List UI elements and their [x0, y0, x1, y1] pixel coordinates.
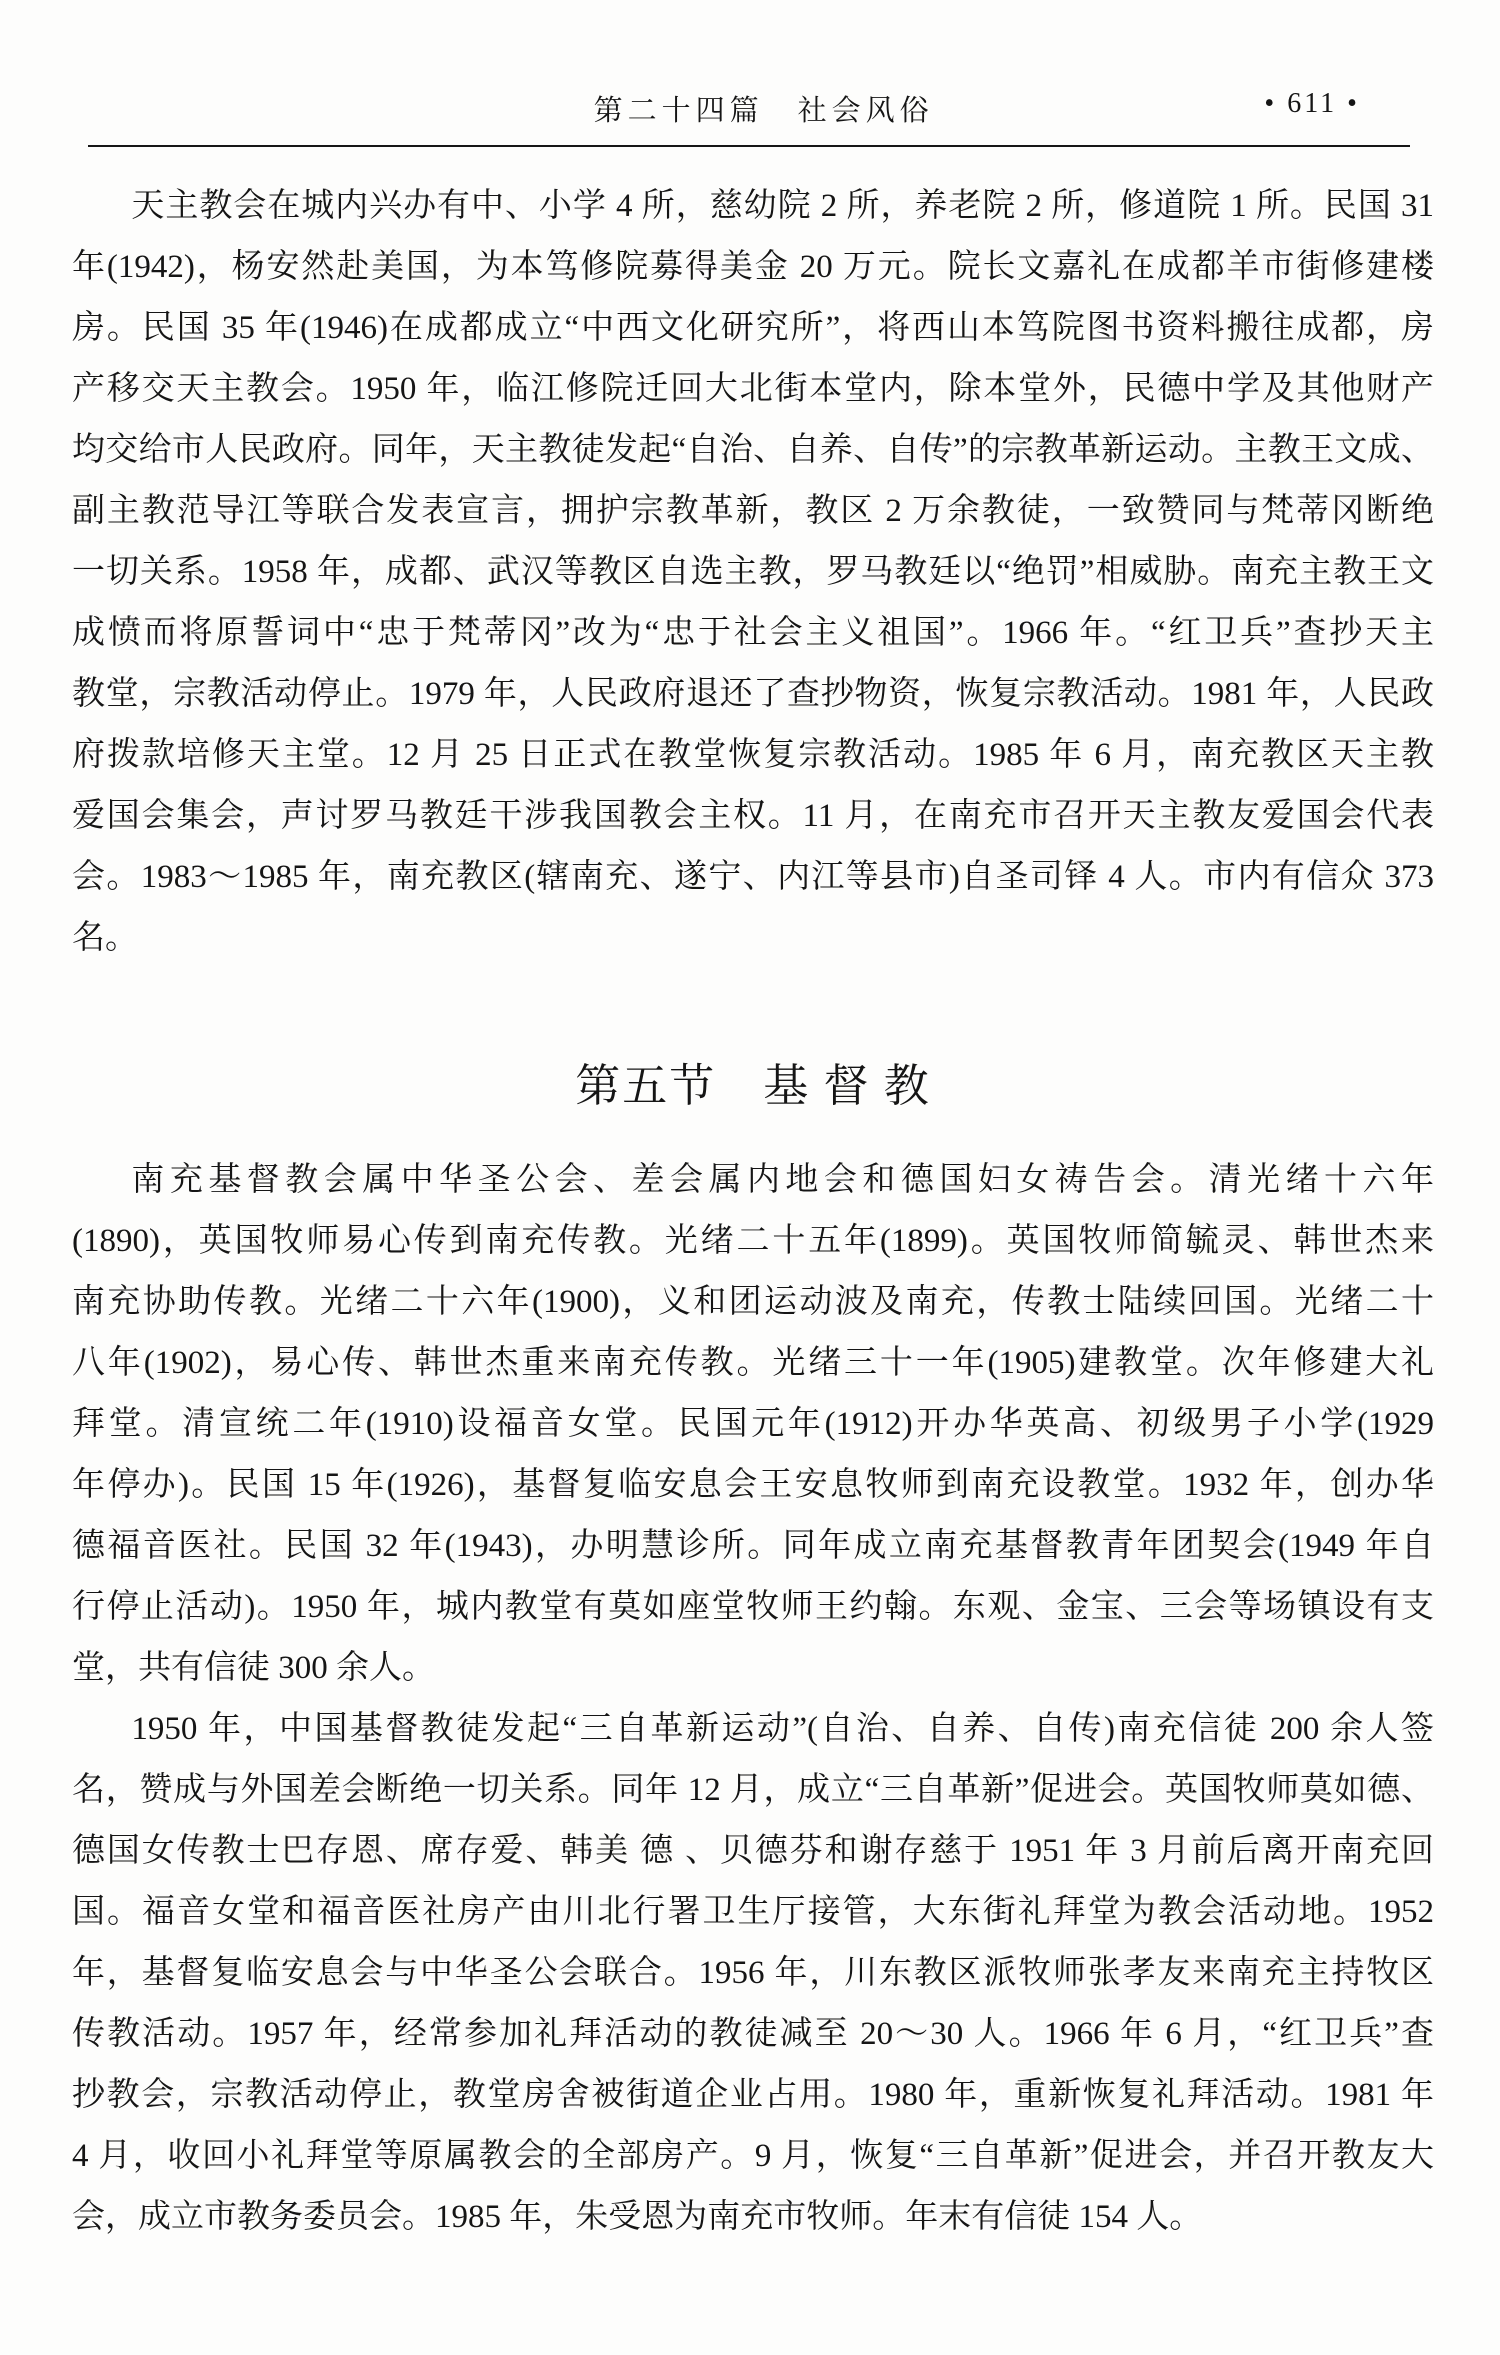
- text-line: 抄教会，宗教活动停止，教堂房舍被街道企业占用。1980 年，重新恢复礼拜活动。1981 年: [72, 2077, 1434, 2113]
- text-line: 八年(1902)，易心传、韩世杰重来南充传教。光绪三十一年(1905)建教堂。次年修建大礼: [72, 1345, 1434, 1381]
- text-line: 1950 年，中国基督教徒发起“三自革新运动”(自治、自养、自传)南充信徒 200 余人签: [131, 1711, 1434, 1747]
- text-line: 会，成立市教务委员会。1985 年，朱受恩为南充市牧师。年末有信徒 154 人。: [72, 2199, 1203, 2235]
- text-line: 名，赞成与外国差会断绝一切关系。同年 12 月，成立“三自革新”促进会。英国牧师莫如德、: [72, 1772, 1434, 1808]
- section-heading: 第五节 基 督 教: [575, 1061, 931, 1111]
- chapter-running-head: 第二十四篇 社会风俗: [593, 95, 934, 127]
- page-header: [0, 0, 1500, 150]
- paragraph-christianity-modern: [72, 1699, 1434, 2248]
- paragraph-christianity-history: [72, 1150, 1434, 1699]
- text-line: 教堂，宗教活动停止。1979 年，人民政府退还了查抄物资，恢复宗教活动。1981 年，人民政: [72, 676, 1434, 712]
- text-line: 房。民国 35 年(1946)在成都成立“中西文化研究所”，将西山本笃院图书资料搬往成都，房: [72, 310, 1434, 346]
- text-line: 产移交天主教会。1950 年，临江修院迁回大北街本堂内，除本堂外，民德中学及其他财产: [72, 371, 1434, 407]
- text-line: 爱国会集会，声讨罗马教廷干涉我国教会主权。11 月，在南充市召开天主教友爱国会代表: [72, 798, 1434, 834]
- text-line: 德福音医社。民国 32 年(1943)，办明慧诊所。同年成立南充基督教青年团契会(1949 年自: [72, 1528, 1434, 1564]
- text-line: 年(1942)，杨安然赴美国，为本笃修院募得美金 20 万元。院长文嘉礼在成都羊市街修建楼: [72, 249, 1434, 285]
- page-body: [72, 176, 1434, 2248]
- text-line: 年停办)。民国 15 年(1926)，基督复临安息会王安息牧师到南充设教堂。1932 年，创办华: [72, 1467, 1434, 1503]
- text-line: 国。福音女堂和福音医社房产由川北行署卫生厅接管，大东街礼拜堂为教会活动地。1952: [72, 1894, 1434, 1930]
- text-line: 传教活动。1957 年，经常参加礼拜活动的教徒减至 20～30 人。1966 年 6 月，“红卫兵”查: [72, 2016, 1434, 2052]
- text-line: 天主教会在城内兴办有中、小学 4 所，慈幼院 2 所，养老院 2 所，修道院 1 所。民国 31: [131, 188, 1434, 224]
- text-line: 名。: [72, 920, 138, 956]
- text-line: 堂，共有信徒 300 余人。: [72, 1650, 435, 1686]
- text-line: 拜堂。清宣统二年(1910)设福音女堂。民国元年(1912)开办华英高、初级男子小学(1929: [72, 1406, 1434, 1442]
- text-line: 4 月，收回小礼拜堂等原属教会的全部房产。9 月，恢复“三自革新”促进会，并召开教友大: [72, 2138, 1434, 2174]
- page-number: • 611 •: [1264, 88, 1360, 119]
- text-line: 南充协助传教。光绪二十六年(1900)，义和团运动波及南充，传教士陆续回国。光绪二十: [72, 1284, 1434, 1320]
- text-line: 府拨款培修天主堂。12 月 25 日正式在教堂恢复宗教活动。1985 年 6 月，南充教区天主教: [72, 737, 1434, 773]
- text-line: 副主教范导江等联合发表宣言，拥护宗教革新，教区 2 万余教徒，一致赞同与梵蒂冈断绝: [72, 493, 1434, 529]
- text-line: 行停止活动)。1950 年，城内教堂有莫如座堂牧师王约翰。东观、金宝、三会等场镇设有支: [72, 1589, 1434, 1625]
- text-line: 一切关系。1958 年，成都、武汉等教区自选主教，罗马教廷以“绝罚”相威胁。南充主教王文: [72, 554, 1434, 590]
- text-line: 南充基督教会属中华圣公会、差会属内地会和德国妇女祷告会。清光绪十六年: [131, 1162, 1434, 1198]
- header-rule: [88, 145, 1410, 147]
- text-line: 德国女传教士巴存恩、席存爱、韩美 德 、贝德芬和谢存慈于 1951 年 3 月前后离开南充回: [72, 1833, 1434, 1869]
- text-line: (1890)，英国牧师易心传到南充传教。光绪二十五年(1899)。英国牧师简毓灵、韩世杰来: [72, 1223, 1434, 1259]
- text-line: 年，基督复临安息会与中华圣公会联合。1956 年，川东教区派牧师张孝友来南充主持牧区: [72, 1955, 1434, 1991]
- text-line: 均交给市人民政府。同年，天主教徒发起“自治、自养、自传”的宗教革新运动。主教王文成、: [72, 432, 1434, 468]
- text-line: 会。1983～1985 年，南充教区(辖南充、遂宁、内江等县市)自圣司铎 4 人。市内有信众 373: [72, 859, 1434, 895]
- text-line: 成愤而将原誓词中“忠于梵蒂冈”改为“忠于社会主义祖国”。1966 年。“红卫兵”查抄天主: [72, 615, 1434, 651]
- paragraph-catholic-church: [72, 176, 1434, 969]
